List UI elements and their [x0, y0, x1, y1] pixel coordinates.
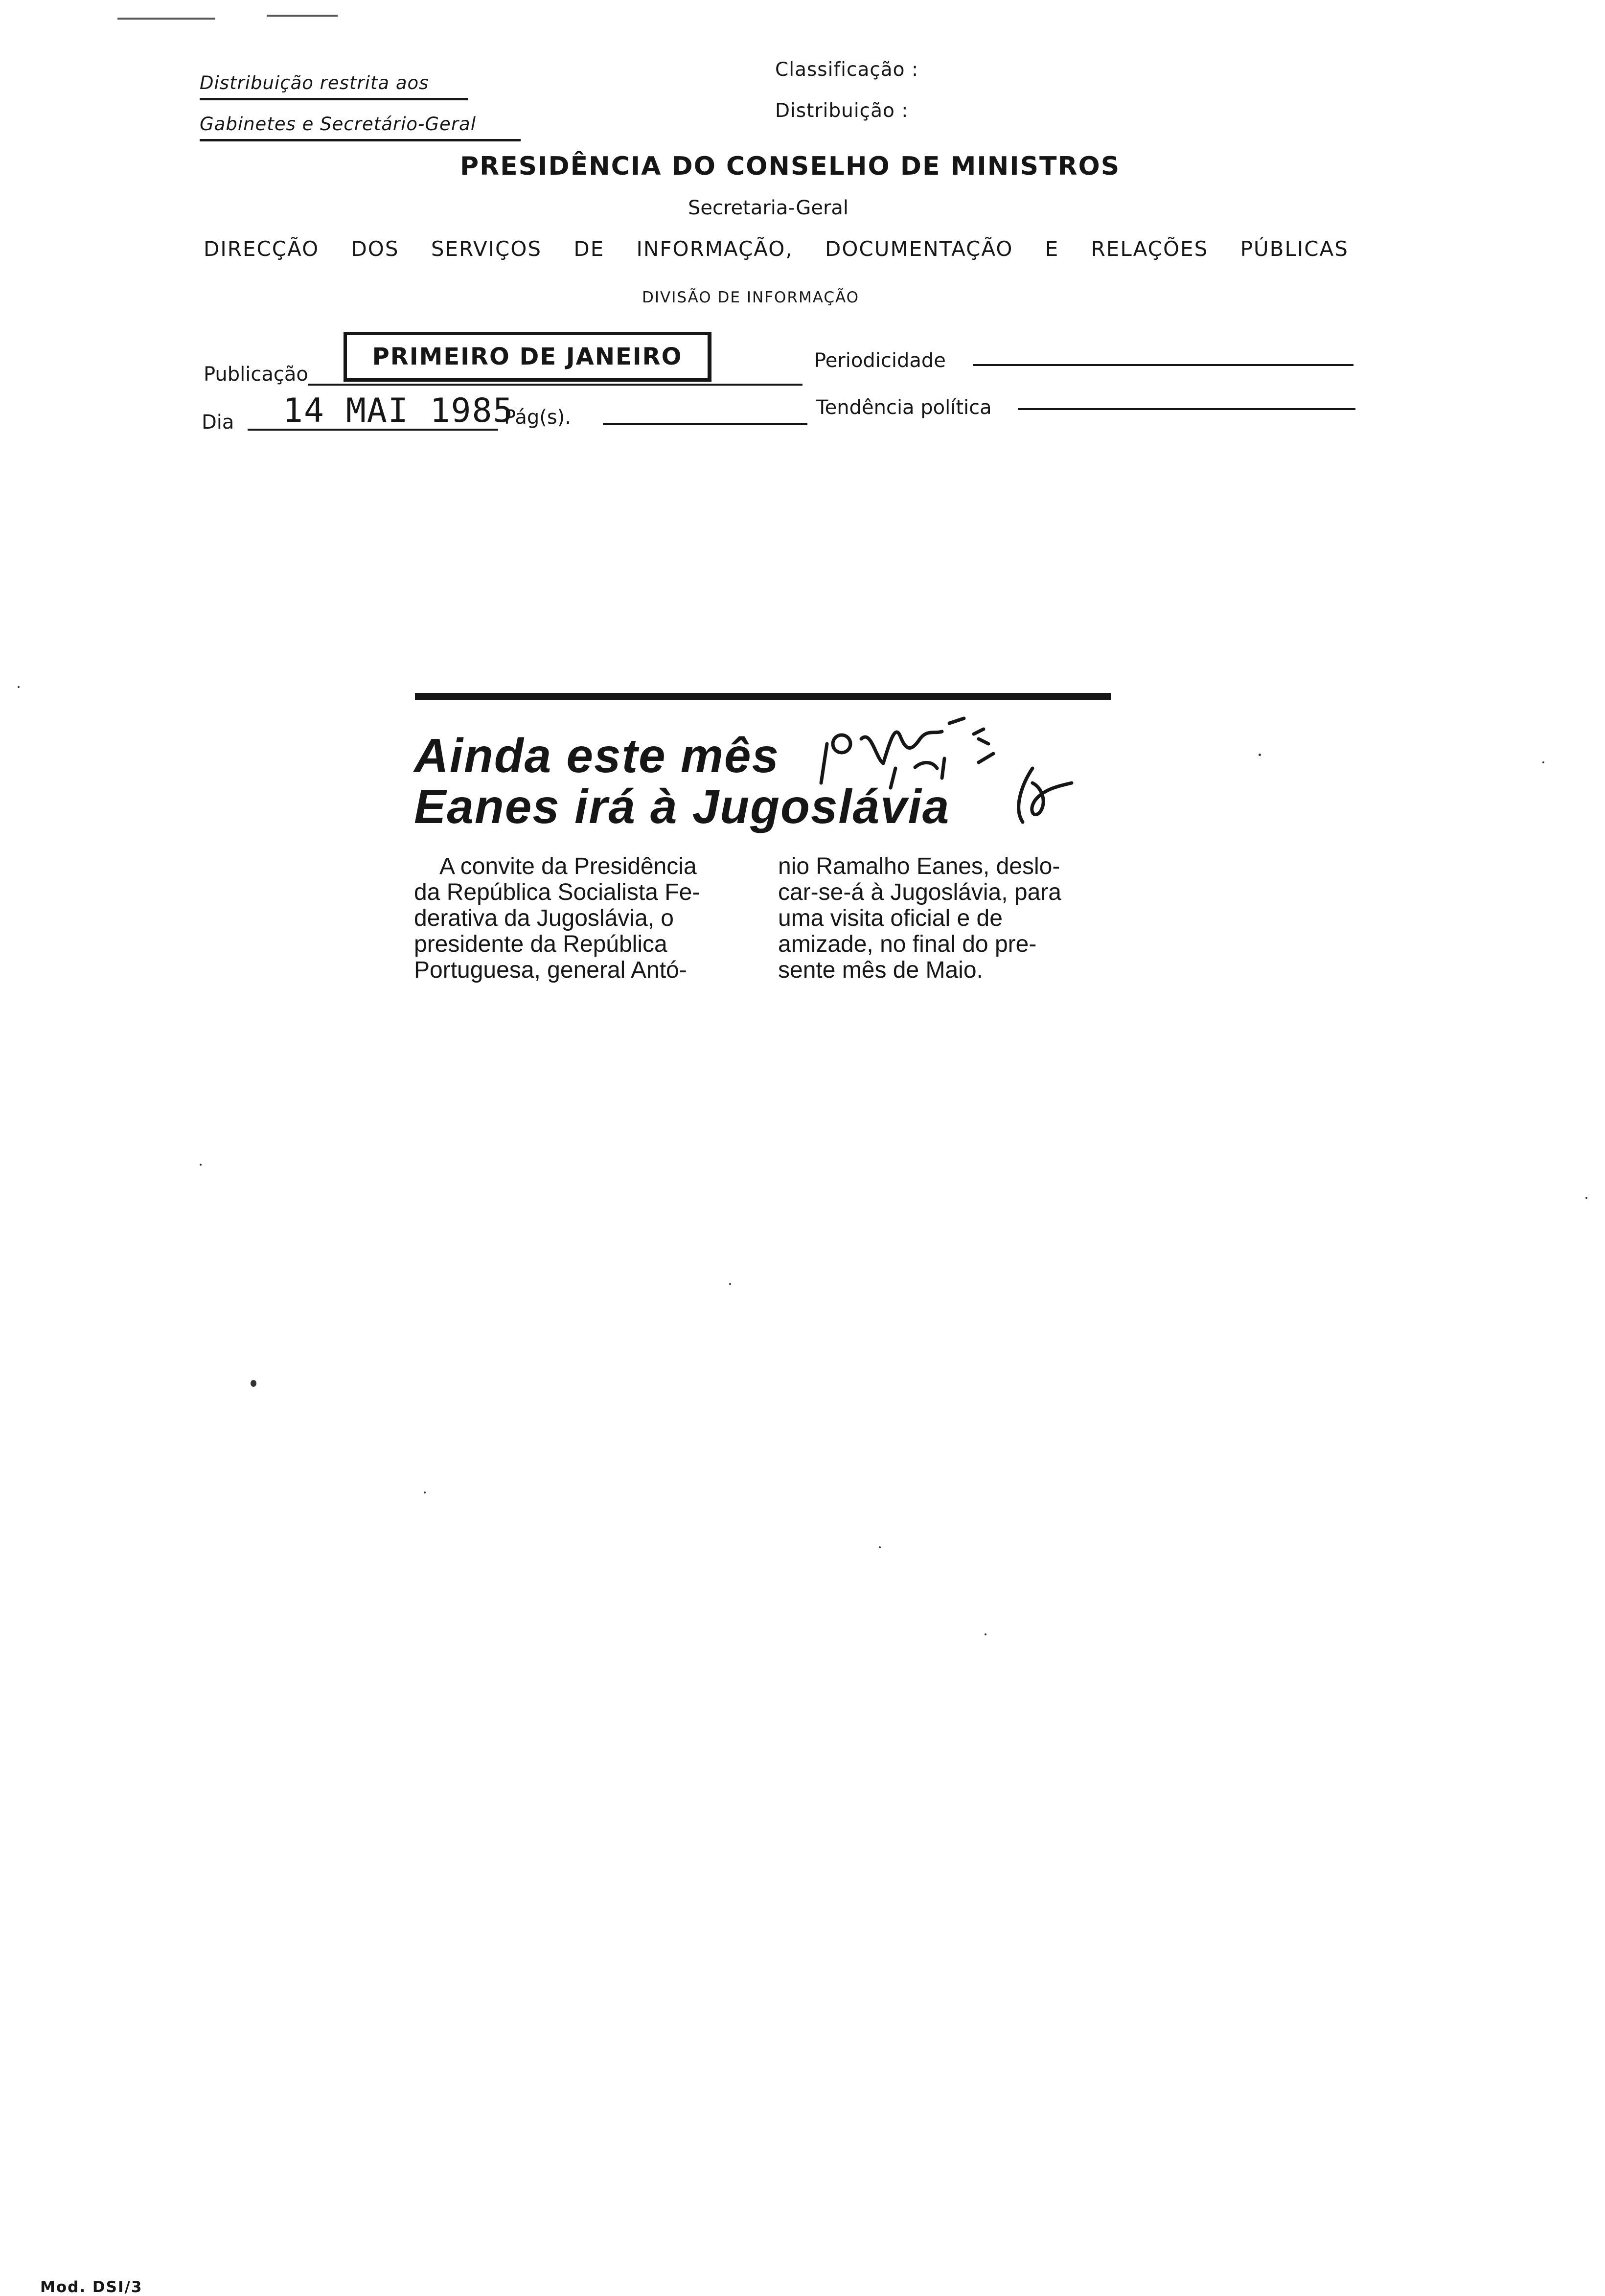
publicacao-field-line [308, 384, 802, 386]
pags-field-line [603, 423, 807, 425]
article-column-1 [414, 853, 747, 983]
handwritten-annotation [817, 710, 1091, 866]
article-line: uma visita oficial e de [778, 905, 1003, 931]
article-column-2 [778, 853, 1111, 983]
direction-word: PÚBLICAS [1240, 237, 1349, 261]
classificacao-label: Classificação : [775, 59, 919, 81]
article-top-rule [415, 693, 1111, 700]
article-line: da República Socialista Fe- [414, 879, 700, 905]
direction-word: SERVIÇOS [431, 237, 542, 261]
article-line: presidente da República [414, 931, 667, 957]
article-line: derativa da Jugoslávia, o [414, 905, 674, 931]
restricted-distribution-line2: Gabinetes e Secretário-Geral [200, 114, 476, 135]
article-line: nio Ramalho Eanes, deslo- [778, 853, 1060, 879]
direction-word: RELAÇÕES [1091, 237, 1209, 261]
scan-mark-left [117, 18, 215, 20]
publicacao-label: Publicação [204, 363, 308, 386]
restricted-underline-2 [200, 139, 521, 141]
article-line: Portuguesa, general Antó- [414, 957, 687, 983]
direction-line [204, 237, 1349, 261]
direction-word: DIRECÇÃO [204, 237, 320, 261]
scan-speck [879, 1546, 881, 1548]
restricted-underline-1 [200, 98, 468, 100]
direction-word: DOCUMENTAÇÃO [825, 237, 1013, 261]
periodicidade-label: Periodicidade [814, 349, 946, 372]
scan-speck [1259, 754, 1261, 756]
article-line: amizade, no final do pre- [778, 931, 1037, 957]
scan-speck [18, 686, 20, 688]
article-line: sente mês de Maio. [778, 957, 983, 983]
periodicidade-field-line [973, 364, 1353, 366]
scan-mark-right [267, 15, 338, 17]
division-label: DIVISÃO DE INFORMAÇÃO [642, 289, 860, 306]
scan-speck [1585, 1197, 1587, 1199]
publicacao-stamp [344, 332, 711, 382]
model-code: Mod. DSI/3 [40, 2278, 143, 2296]
scan-speck [985, 1633, 986, 1635]
article-line: car-se-á à Jugoslávia, para [778, 879, 1061, 905]
tendencia-label: Tendência política [816, 396, 992, 419]
article-line: A convite da Presidência [439, 853, 697, 879]
scan-speck [424, 1492, 426, 1493]
restricted-distribution-line1: Distribuição restrita aos [200, 72, 429, 93]
direction-word: INFORMAÇÃO, [636, 237, 793, 261]
article-headline-line2: Eanes irá à Jugoslávia [414, 780, 950, 833]
scan-speck [729, 1283, 731, 1285]
organization-subtitle: Secretaria-Geral [688, 197, 849, 219]
publicacao-value: PRIMEIRO DE JANEIRO [372, 343, 683, 370]
scan-speck [1542, 761, 1544, 763]
direction-word: E [1045, 237, 1059, 261]
scan-speck [251, 1380, 256, 1387]
dia-label: Dia [202, 411, 234, 434]
direction-word: DE [573, 237, 605, 261]
organization-title: PRESIDÊNCIA DO CONSELHO DE MINISTROS [460, 152, 1121, 181]
direction-word: DOS [351, 237, 399, 261]
tendencia-field-line [1018, 408, 1355, 410]
article-headline-line1: Ainda este mês [414, 729, 780, 782]
distribuicao-label: Distribuição : [775, 100, 909, 122]
scan-speck [200, 1164, 202, 1166]
pags-label: Pág(s). [504, 406, 571, 429]
dia-date-stamp: 14 MAI 1985 [283, 391, 514, 430]
